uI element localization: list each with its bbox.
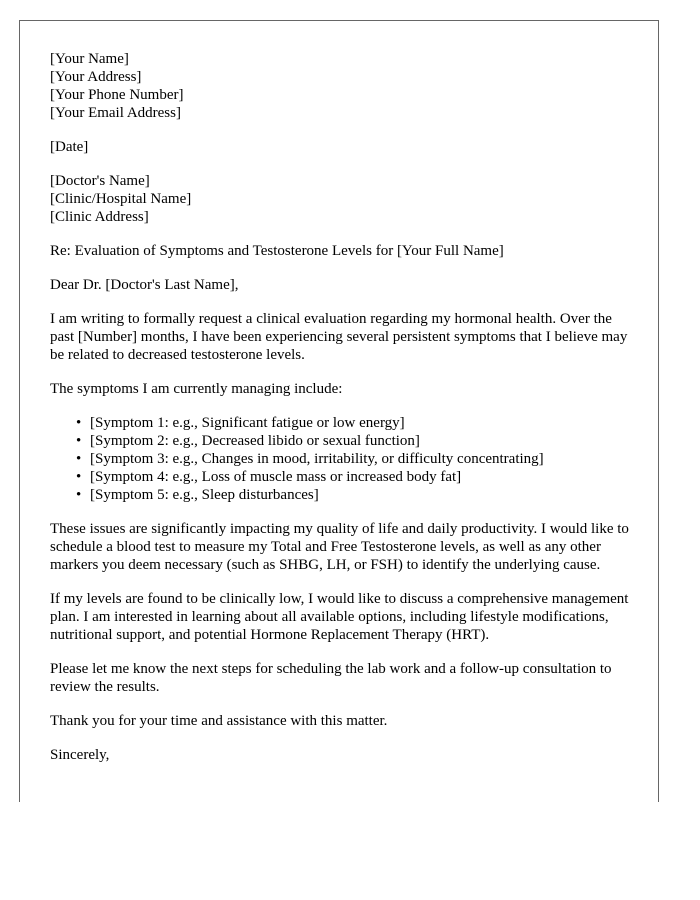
bullet-icon: •: [76, 469, 82, 485]
date-block: [50, 138, 638, 156]
recipient-name: [Doctor's Name]: [50, 173, 150, 189]
list-item: [76, 450, 638, 468]
symptom-text: [Symptom 5: e.g., Sleep disturbances]: [90, 487, 319, 503]
recipient-block: [50, 172, 638, 226]
symptom-list: [50, 414, 638, 504]
bullet-icon: •: [76, 451, 82, 467]
subject-line: Re: Evaluation of Symptoms and Testosterone Levels for [Your Full Name]: [50, 243, 504, 259]
thanks-paragraph: Thank you for your time and assistance with this matter.: [50, 713, 388, 729]
closing: Sincerely,: [50, 747, 110, 763]
letter-page: [19, 20, 659, 802]
list-item: [76, 486, 638, 504]
bullet-icon: •: [76, 487, 82, 503]
salutation: Dear Dr. [Doctor's Last Name],: [50, 277, 239, 293]
bullet-icon: •: [76, 433, 82, 449]
sender-address: [Your Address]: [50, 69, 142, 85]
sender-name: [Your Name]: [50, 51, 129, 67]
list-item: [76, 414, 638, 432]
letter-date: [Date]: [50, 139, 89, 155]
symptoms-intro-paragraph: The symptoms I am currently managing include:: [50, 381, 343, 397]
letter-content: [50, 50, 638, 780]
symptom-text: [Symptom 2: e.g., Decreased libido or sexual function]: [90, 433, 420, 449]
sender-phone: [Your Phone Number]: [50, 87, 184, 103]
plan-paragraph: If my levels are found to be clinically low, I would like to discuss a comprehensive management plan. I am interested in learning about all available options, including lifestyle modifications, nutritional support, and potential Hormone Replacement Therapy (HRT).: [50, 591, 629, 643]
symptom-text: [Symptom 4: e.g., Loss of muscle mass or increased body fat]: [90, 469, 462, 485]
next-steps-paragraph: Please let me know the next steps for scheduling the lab work and a follow-up consultation to review the results.: [50, 661, 612, 695]
sender-block: [50, 50, 638, 122]
impact-paragraph: These issues are significantly impacting my quality of life and daily productivity. I would like to schedule a blood test to measure my Total and Free Testosterone levels, as well as any other markers you deem necessary (such as SHBG, LH, or FSH) to identify the underlying cause.: [50, 521, 629, 573]
list-item: [76, 432, 638, 450]
bullet-icon: •: [76, 415, 82, 431]
recipient-clinic: [Clinic/Hospital Name]: [50, 191, 192, 207]
recipient-address: [Clinic Address]: [50, 209, 149, 225]
list-item: [76, 468, 638, 486]
symptom-text: [Symptom 3: e.g., Changes in mood, irritability, or difficulty concentrating]: [90, 451, 544, 467]
sender-email: [Your Email Address]: [50, 105, 181, 121]
intro-paragraph: I am writing to formally request a clinical evaluation regarding my hormonal health. Over the past [Number] months, I have been experiencing several persistent symptoms that I believe may be related to decreased testosterone levels.: [50, 311, 628, 363]
symptom-text: [Symptom 1: e.g., Significant fatigue or low energy]: [90, 415, 405, 431]
